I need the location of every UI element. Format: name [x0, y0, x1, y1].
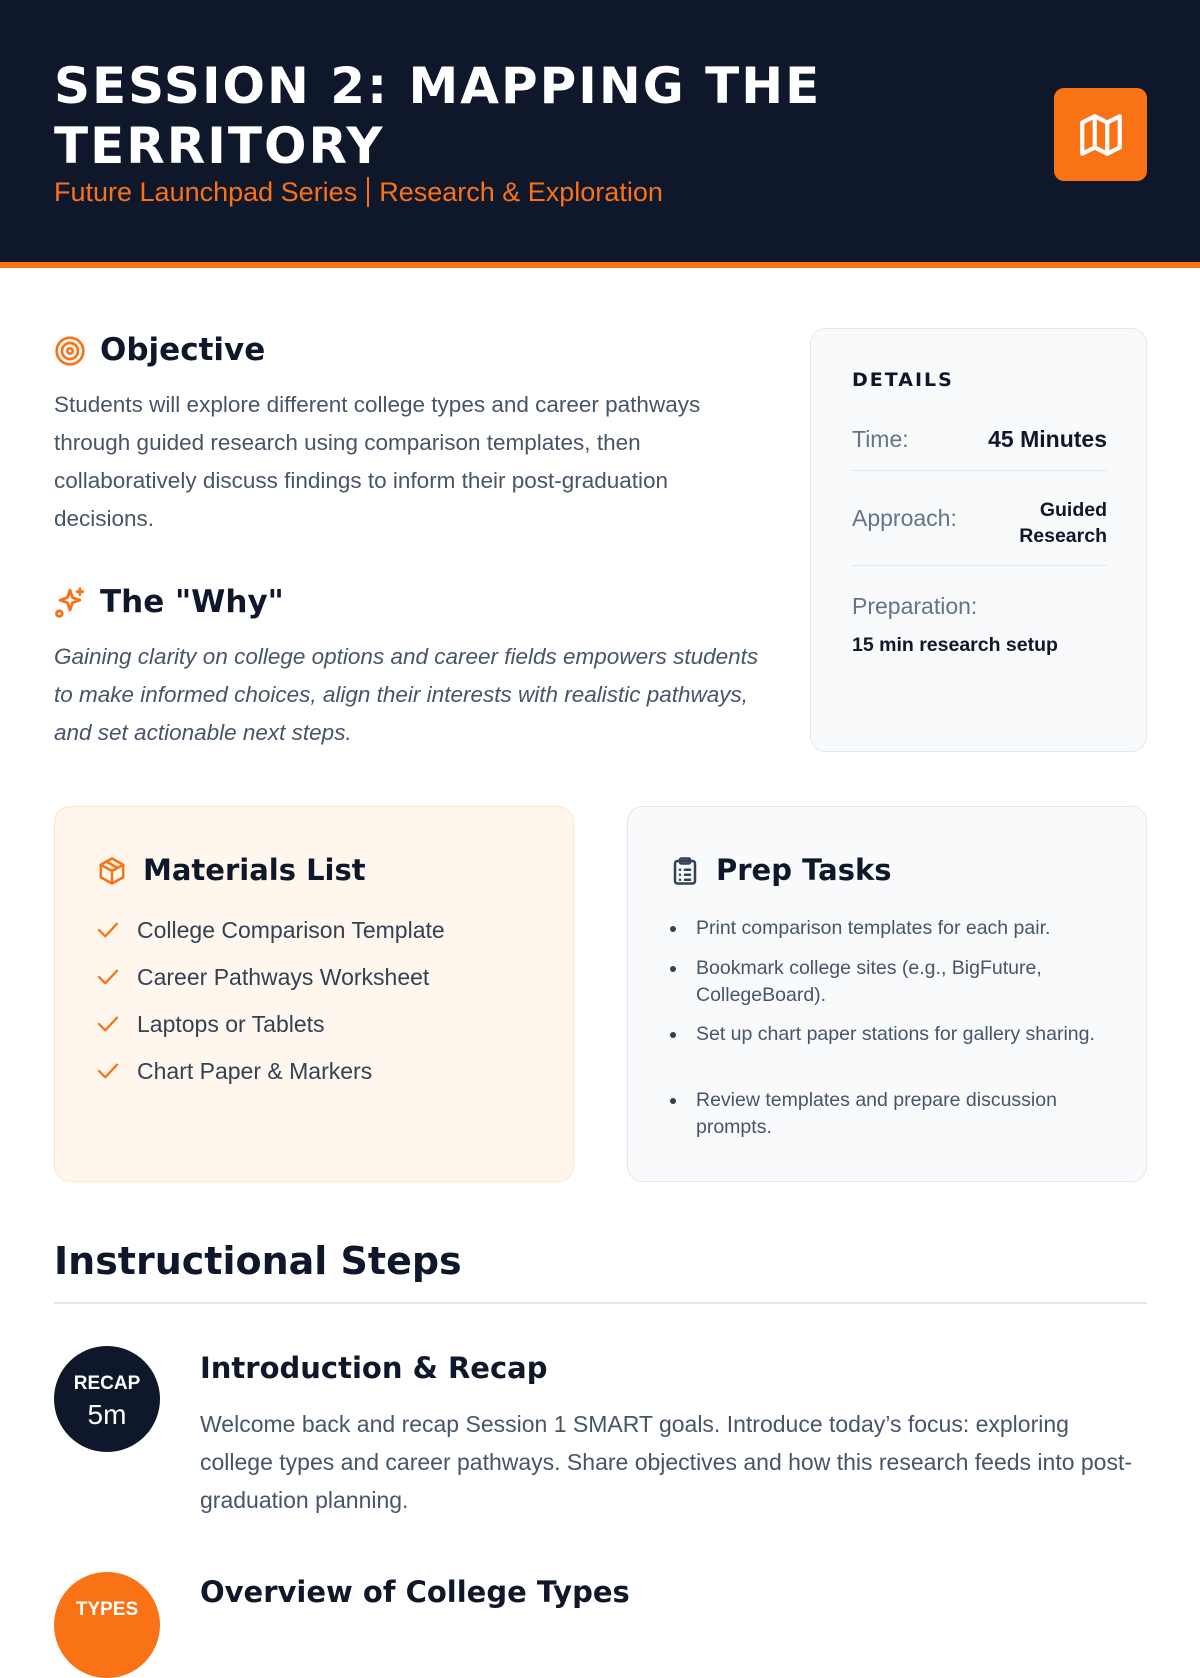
step-badge	[54, 1572, 160, 1678]
bullet	[670, 1032, 676, 1038]
detail-approach	[852, 497, 1107, 553]
prep-task-text: Set up chart paper stations for gallery sharing.	[696, 1023, 1095, 1045]
why-heading: The "Why"	[100, 584, 284, 620]
detail-approach-value: Guided Research	[1019, 499, 1107, 547]
page-title: SESSION 2: MAPPING THE TERRITORY	[54, 57, 822, 175]
step-description: Welcome back and recap Session 1 SMART goals. Introduce today’s focus: exploring college types and career pathways. Share objectives and how this research feeds into post-graduation planning.	[200, 1411, 1133, 1513]
material-label: Laptops or Tablets	[137, 1011, 325, 1037]
detail-time	[852, 424, 1107, 458]
details-heading: DETAILS	[852, 369, 954, 391]
steps-heading: Instructional Steps	[54, 1239, 462, 1283]
check-icon	[97, 921, 119, 939]
detail-divider	[852, 470, 1107, 471]
step-duration: 5m	[87, 1399, 127, 1430]
package-icon	[97, 856, 127, 886]
check-icon	[97, 1062, 119, 1080]
step-label: TYPES	[75, 1599, 139, 1620]
page-subtitle	[54, 177, 663, 208]
step-badge	[54, 1346, 160, 1452]
prep-task-text: Bookmark college sites (e.g., BigFuture, CollegeBoard).	[696, 957, 1042, 1006]
detail-approach-label: Approach:	[852, 505, 957, 531]
steps-divider	[54, 1302, 1147, 1304]
material-label: Chart Paper & Markers	[137, 1058, 373, 1084]
step-title: Introduction & Recap	[200, 1351, 548, 1385]
subtitle-divider	[367, 177, 369, 207]
map-badge	[1054, 88, 1147, 181]
sparkles-icon	[53, 586, 87, 620]
detail-preparation	[852, 593, 1107, 673]
material-label: College Comparison Template	[137, 917, 445, 943]
series-phase: Research & Exploration	[379, 177, 663, 207]
details-card	[810, 328, 1147, 752]
detail-preparation-value: 15 min research setup	[852, 634, 1058, 656]
prep-heading: Prep Tasks	[716, 853, 892, 887]
check-icon	[97, 1015, 119, 1033]
target-icon	[54, 335, 86, 367]
bullet	[670, 966, 676, 972]
prep-task-text: Review templates and prepare discussion prompts.	[696, 1089, 1057, 1138]
prep-card	[627, 806, 1147, 1182]
why-text: Gaining clarity on college options and career fields empowers students to make informed choices, align their interests with realistic pathways, and set actionable next steps.	[54, 644, 759, 745]
objective-text: Students will explore different college types and career pathways through guided research using comparison templates, then collaboratively discuss findings to inform their post-graduation decisions.	[54, 392, 701, 531]
detail-preparation-label: Preparation:	[852, 593, 978, 619]
materials-card	[54, 806, 574, 1182]
bullet	[670, 926, 676, 932]
clipboard-icon	[670, 855, 700, 887]
page-header	[0, 0, 1200, 268]
step-label: RECAP	[73, 1373, 141, 1394]
objective-heading: Objective	[100, 332, 266, 368]
prep-task-text: Print comparison templates for each pair.	[696, 917, 1051, 939]
detail-time-value: 45 Minutes	[988, 426, 1107, 452]
map-icon	[1076, 110, 1126, 160]
step-title: Overview of College Types	[200, 1575, 630, 1609]
detail-divider	[852, 565, 1107, 566]
material-label: Career Pathways Worksheet	[137, 964, 430, 990]
series-name: Future Launchpad Series	[54, 177, 358, 207]
detail-time-label: Time:	[852, 426, 909, 452]
bullet	[670, 1098, 676, 1104]
check-icon	[97, 968, 119, 986]
materials-heading: Materials List	[143, 853, 366, 887]
